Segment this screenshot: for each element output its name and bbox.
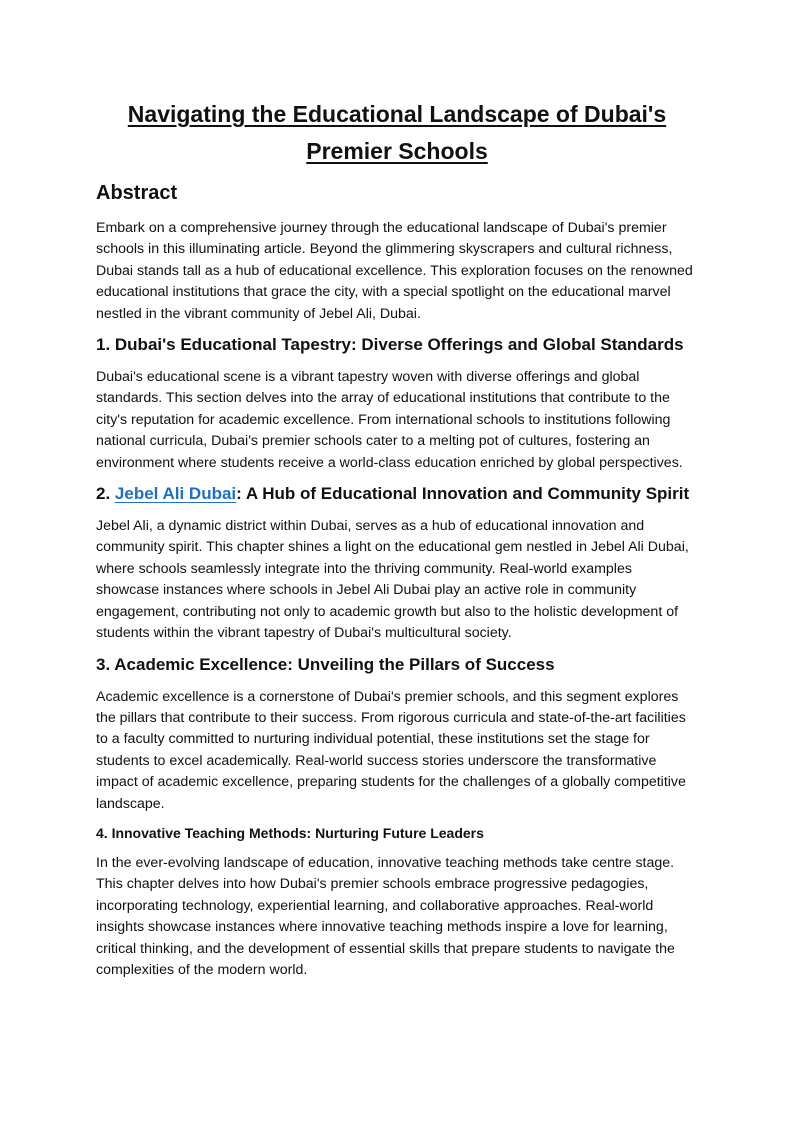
abstract-paragraph: Embark on a comprehensive journey through the educational landscape of Dubai's premier schools in this illuminating article. Beyond the glimmering skyscrapers and cultural richness, Dubai stands tall as a hub of educational excellence. This exploration focuses on the renowned educational institutions that grace the city, with a special spotlight on the educational marvel nestled in the vibrant community of Jebel Ali, Dubai. (96, 220, 693, 322)
section-4-heading: 4. Innovative Teaching Methods: Nurturing Future Leaders (96, 824, 484, 841)
section-4-paragraph: In the ever-evolving landscape of education, innovative teaching methods take centre stage. This chapter delves into how Dubai's premier schools embrace progressive pedagogies, incorporating technology, experiential learning, and collaborative approaches. Real-world insights showcase instances where innovative teaching methods inspire a love for learning, critical thinking, and the development of essential skills that prepare students to navigate the complexities of the modern world. (96, 854, 675, 978)
section-2-heading-suffix: : A Hub of Educational Innovation and Community Spirit (236, 484, 690, 504)
section-1-paragraph: Dubai's educational scene is a vibrant tapestry woven with diverse offerings and global standards. This section delves into the array of educational institutions that contribute to the city's reputation for academic excellence. From international schools to institutions following national curricula, Dubai's premier schools cater to a melting pot of cultures, fostering an environment where students receive a world-class education enriched by global perspectives. (96, 369, 683, 471)
section-2-paragraph: Jebel Ali, a dynamic district within Dubai, serves as a hub of educational innovation and community spirit. This chapter shines a light on the educational gem nestled in Jebel Ali Dubai, where schools seamlessly integrate into the thriving community. Real-world examples showcase instances where schools in Jebel Ali Dubai play an active role in community engagement, contributing not only to academic growth but also to the holistic development of students within the vibrant tapestry of Dubai's multicultural society. (96, 518, 689, 642)
section-1-heading: 1. Dubai's Educational Tapestry: Diverse Offerings and Global Standards (96, 335, 684, 355)
document-title: Navigating the Educational Landscape of Dubai's Premier Schools (127, 101, 667, 164)
section-2-heading (96, 482, 698, 506)
section-3-heading: 3. Academic Excellence: Unveiling the Pillars of Success (96, 654, 555, 674)
abstract-heading: Abstract (96, 182, 178, 204)
section-2-heading-prefix: 2. (96, 484, 115, 504)
section-3-paragraph: Academic excellence is a cornerstone of Dubai's premier schools, and this segment explores the pillars that contribute to their success. From rigorous curricula and state-of-the-art facilities to a faculty committed to nurturing individual potential, these institutions set the stage for students to excel academically. Real-world success stories underscore the transformative impact of academic excellence, preparing students for the challenges of a globally competitive landscape. (96, 688, 686, 812)
jebel-ali-dubai-link[interactable]: Jebel Ali Dubai (114, 484, 237, 504)
